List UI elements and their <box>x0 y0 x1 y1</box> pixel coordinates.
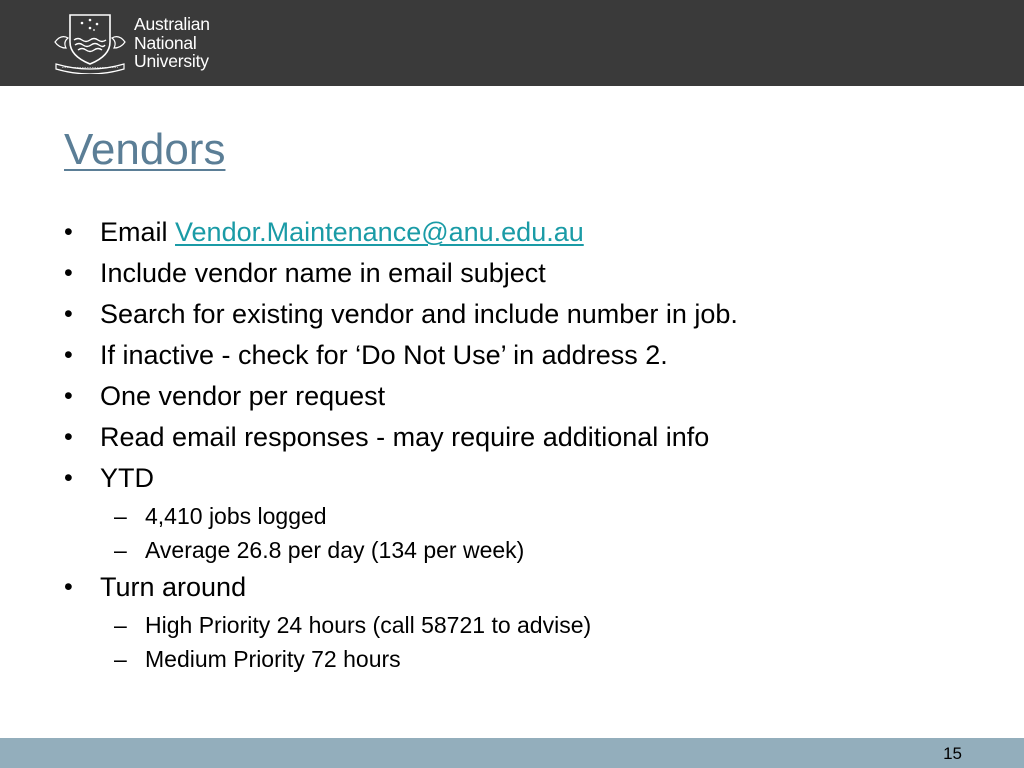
sub-bullet-text: 4,410 jobs logged <box>145 503 327 529</box>
sub-bullet-text: High Priority 24 hours (call 58721 to advise) <box>145 612 592 638</box>
bullet-one-vendor <box>64 376 984 417</box>
bullet-if-inactive <box>64 335 984 376</box>
sub-bullet-high-priority <box>100 608 984 642</box>
anu-logo[interactable] <box>52 12 210 74</box>
logo-line-university: University <box>134 51 209 72</box>
bullet-text: Turn around <box>100 572 247 602</box>
bullet-ytd <box>64 458 984 567</box>
footer-bar <box>0 738 1024 768</box>
bullet-marker: • <box>64 423 73 451</box>
sub-bullet-average-per-day <box>100 533 984 567</box>
logo-wordmark <box>134 15 210 71</box>
turn-around-sub-list <box>100 608 984 676</box>
sub-bullet-text: Average 26.8 per day (134 per week) <box>145 537 525 563</box>
bullet-text: One vendor per request <box>100 381 386 411</box>
sub-bullet-text: Medium Priority 72 hours <box>145 646 401 672</box>
bullet-include-vendor-name <box>64 253 984 294</box>
bullet-email <box>64 212 984 253</box>
header-bar <box>0 0 1024 86</box>
bullet-marker: • <box>64 464 73 492</box>
sub-bullet-marker: – <box>114 503 127 529</box>
bullet-text: Read email responses - may require additional info <box>100 422 710 452</box>
sub-bullet-marker: – <box>114 646 127 672</box>
bullet-text: Include vendor name in email subject <box>100 258 546 288</box>
anu-crest-icon <box>52 12 128 74</box>
bullet-marker: • <box>64 573 73 601</box>
bullet-read-email-responses <box>64 417 984 458</box>
bullet-text: If inactive - check for ‘Do Not Use’ in address 2. <box>100 340 668 370</box>
bullet-text: YTD <box>100 463 154 493</box>
slide-title: Vendors <box>64 125 226 174</box>
sub-bullet-medium-priority <box>100 642 984 676</box>
logo-line-national: National <box>134 32 197 53</box>
bullet-marker: • <box>64 218 73 246</box>
bullet-marker: • <box>64 382 73 410</box>
bullet-turn-around <box>64 567 984 676</box>
logo-line-australian: Australian <box>134 14 210 35</box>
bullet-search-existing-vendor <box>64 294 984 335</box>
page-number: 15 <box>943 744 962 763</box>
bullet-text: Email <box>100 217 176 247</box>
bullet-marker: • <box>64 300 73 328</box>
bullet-text: Search for existing vendor and include number in job. <box>100 299 738 329</box>
sub-bullet-marker: – <box>114 537 127 563</box>
vendor-email-link[interactable]: Vendor.Maintenance@anu.edu.au <box>175 217 584 247</box>
sub-bullet-jobs-logged <box>100 499 984 533</box>
bullet-marker: • <box>64 259 73 287</box>
sub-bullet-marker: – <box>114 612 127 638</box>
bullet-list <box>64 212 984 676</box>
bullet-marker: • <box>64 341 73 369</box>
ytd-sub-list <box>100 499 984 567</box>
